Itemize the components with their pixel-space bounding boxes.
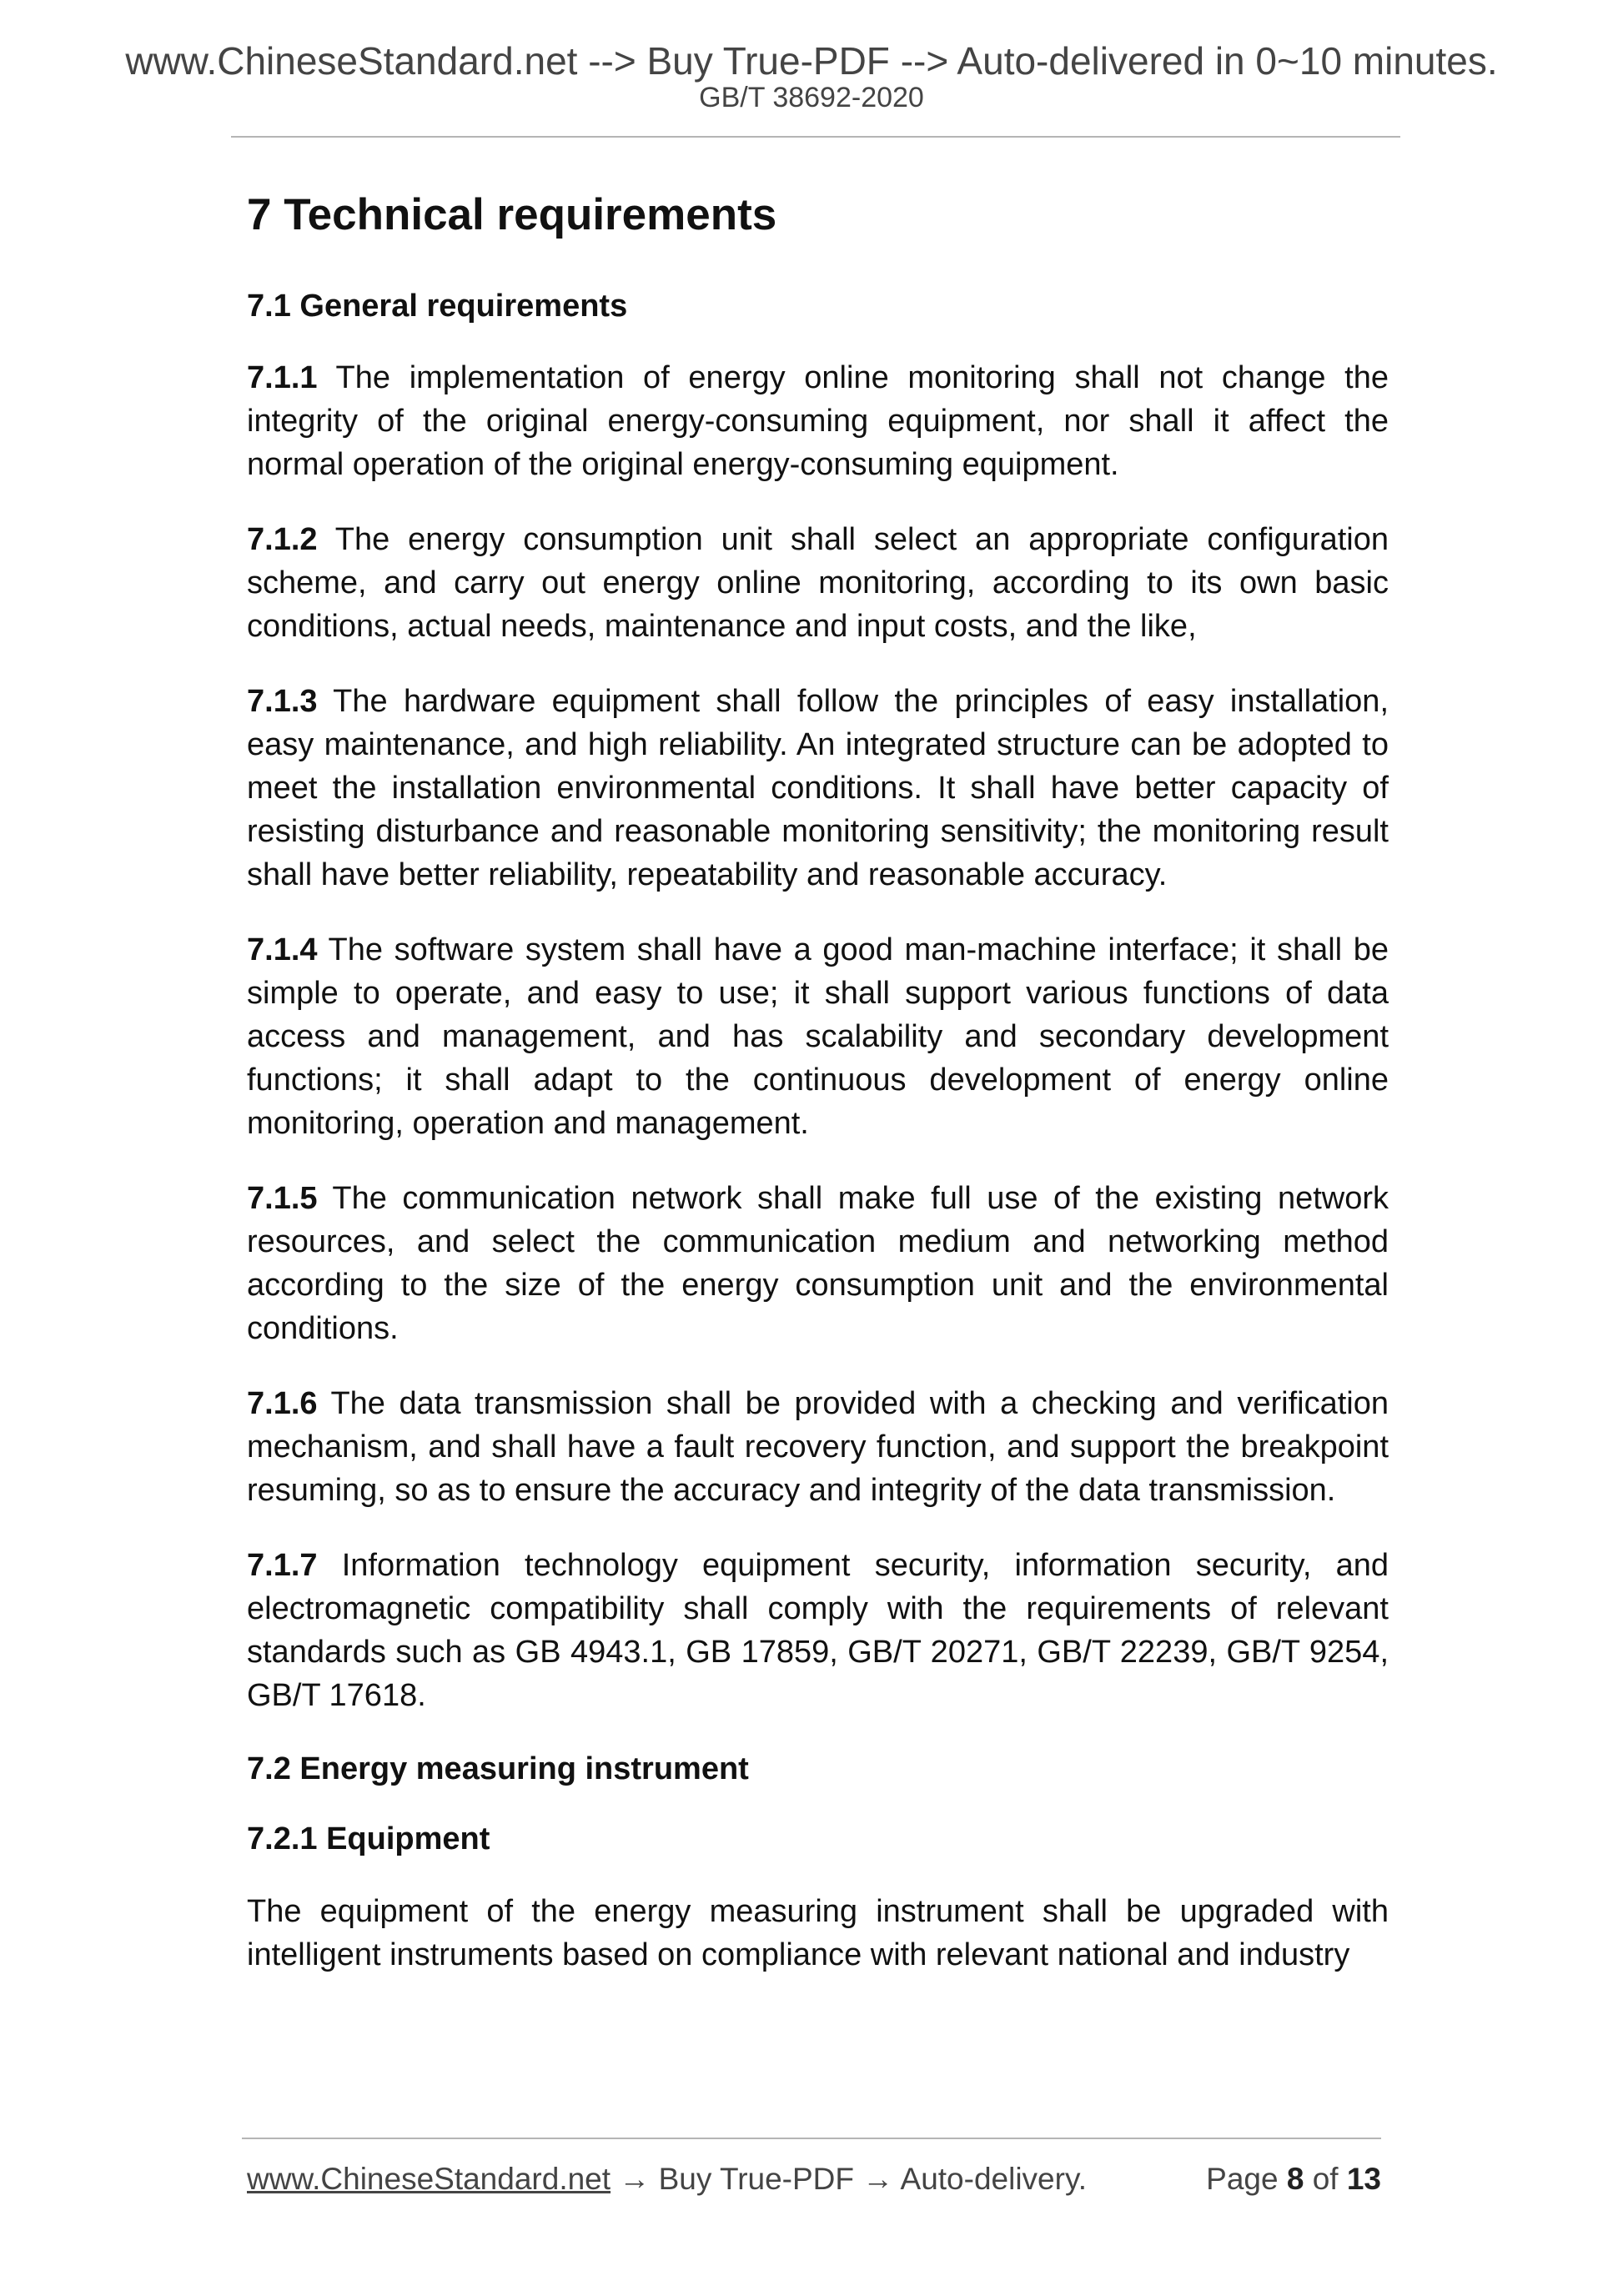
clause-number: 7.1.2 — [247, 521, 318, 557]
chapter-title: 7 Technical requirements — [247, 190, 777, 239]
clause-7-1-2 — [247, 518, 1389, 648]
subsection-title-7-2-1: 7.2.1 Equipment — [247, 1821, 490, 1857]
clause-7-1-1 — [247, 356, 1389, 486]
standard-code: GB/T 38692-2020 — [699, 82, 924, 113]
paragraph-7-2-1: The equipment of the energy measuring instrument shall be upgraded with intelligent instruments based on compliance with relevant national and industry — [247, 1893, 1389, 1972]
clause-7-1-5 — [247, 1177, 1389, 1350]
clause-text: The data transmission shall be provided with a checking and verification mechanism, and shall have a fault recovery function, and support the breakpoint resuming, so as to ensure the accuracy and integrity of the data transmission. — [247, 1385, 1389, 1508]
clause-number: 7.1.3 — [247, 683, 318, 719]
footer-site-link[interactable]: www.ChineseStandard.net — [247, 2162, 611, 2196]
page-word: Page — [1206, 2162, 1279, 2196]
clause-text: Information technology equipment security, information security, and electromagnetic compatibility shall comply with the requirements of relevant standards such as GB 4943.1, GB 17859, GB/T 20271, GB/T 22239, GB/T 9254, GB/T 17618. — [247, 1547, 1389, 1713]
header-divider — [231, 136, 1400, 138]
site-banner: www.ChineseStandard.net --> Buy True-PDF --> Auto-delivered in 0~10 minutes. — [125, 39, 1498, 83]
page-indicator — [1206, 2162, 1381, 2197]
clause-text: The hardware equipment shall follow the principles of easy installation, easy maintenance, and high reliability. An integrated structure can be adopted to meet the installation environmental conditions. It shall have better capacity of resisting disturbance and reasonable monitoring sensitivity; the monitoring result shall have better reliability, repeatability and reasonable accuracy. — [247, 683, 1389, 892]
clause-number: 7.1.6 — [247, 1385, 318, 1421]
document-body — [247, 188, 1389, 2008]
section-title-7-1: 7.1 General requirements — [247, 288, 628, 324]
clause-7-1-6 — [247, 1382, 1389, 1512]
clause-number: 7.1.4 — [247, 932, 318, 967]
clause-number: 7.1.7 — [247, 1547, 318, 1583]
page-number: 8 — [1286, 2162, 1304, 2196]
clause-number: 7.1.1 — [247, 359, 318, 395]
clause-text: The implementation of energy online monitoring shall not change the integrity of the original energy-consuming equipment, nor shall it affect the normal operation of the original energy-consuming equipment. — [247, 359, 1389, 482]
clause-7-1-4 — [247, 928, 1389, 1145]
of-word: of — [1312, 2162, 1339, 2196]
total-pages: 13 — [1346, 2162, 1381, 2196]
clause-number: 7.1.5 — [247, 1180, 318, 1216]
page-footer — [247, 2162, 1381, 2203]
clause-7-1-3 — [247, 680, 1389, 897]
footer-tagline: → Buy True-PDF → Auto-delivery. — [611, 2162, 1087, 2196]
clause-text: The communication network shall make full use of the existing network resources, and select the communication medium and networking method according to the size of the energy consumption unit and the environmental conditions. — [247, 1180, 1389, 1346]
clause-7-1-7 — [247, 1544, 1389, 1717]
clause-text: The software system shall have a good man-machine interface; it shall be simple to operate, and easy to use; it shall support various functions of data access and management, and has scalability and secondary development functions; it shall adapt to the continuous development of energy online monitoring, operation and management. — [247, 932, 1389, 1141]
footer-divider — [242, 2138, 1381, 2139]
clause-text: The energy consumption unit shall select an appropriate configuration scheme, and carry out energy online monitoring, according to its own basic conditions, actual needs, maintenance and input costs, and the like, — [247, 521, 1389, 644]
section-title-7-2: 7.2 Energy measuring instrument — [247, 1751, 749, 1786]
